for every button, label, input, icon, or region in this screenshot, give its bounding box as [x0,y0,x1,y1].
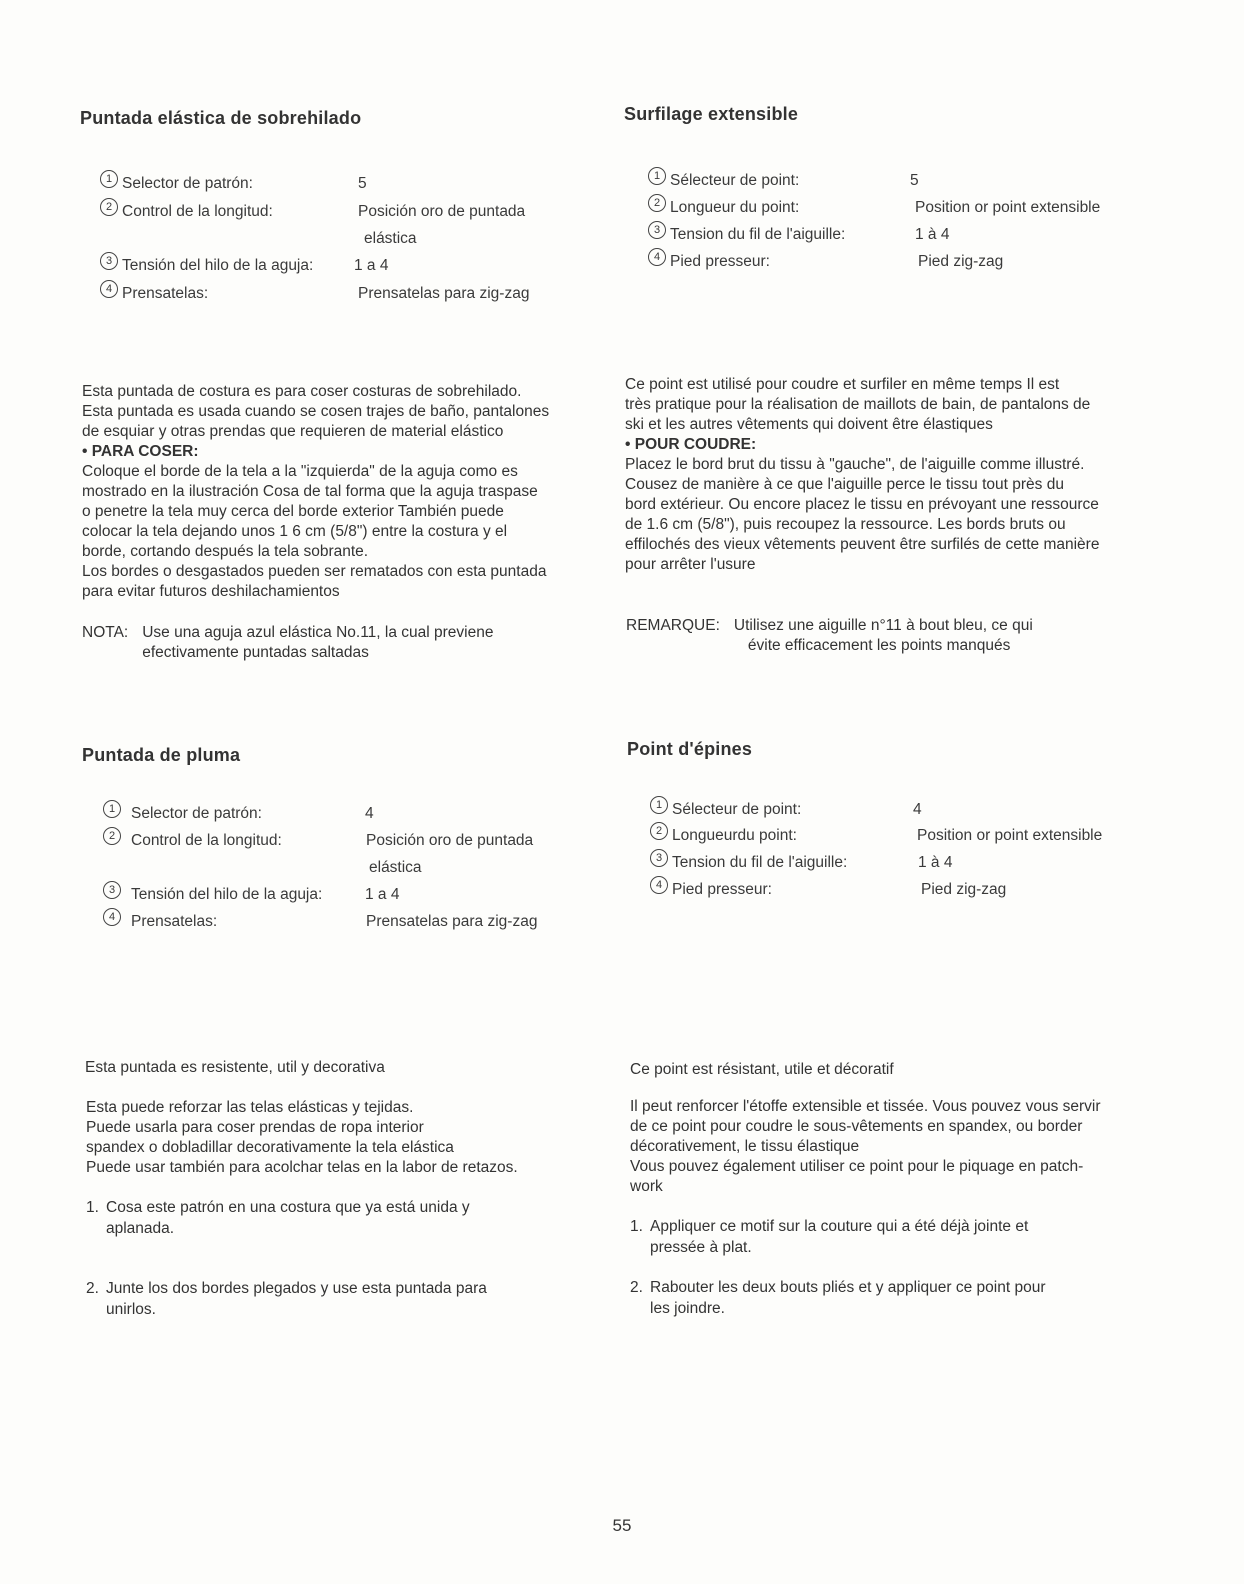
setting-value: 5 [358,175,367,192]
setting-label: Selector de patrón: [122,175,253,192]
es-section1-body [82,382,607,602]
step-number: 2. [86,1280,99,1297]
note-line: efectivamente puntadas saltadas [142,644,369,661]
setting-label: Pied presseur: [672,881,772,898]
setting-value: 4 [913,801,922,818]
body-line: Puede usarla para coser prendas de ropa interior [86,1119,424,1136]
body-line: Coloque el borde de la tela a la "izquierda" de la aguja como es [82,463,518,480]
setting-row [100,198,273,225]
setting-row [100,280,208,307]
setting-label: Pied presseur: [670,253,770,270]
step-line: Cosa este patrón en una costura que ya está unida y [106,1199,470,1216]
note-line: évite efficacement les points manqués [747,637,1011,654]
body-line: pour arrêter l'usure [625,556,756,573]
circled-number: 2 [100,198,118,216]
body-line: de esquiar y otras prendas que requieren de material elástico [82,423,504,440]
setting-value: 5 [910,172,919,189]
circled-number: 1 [650,796,668,814]
body-line: Esta puntada de costura es para coser costuras de sobrehilado. [82,383,522,400]
note-label: REMARQUE: [626,617,720,634]
body-line: très pratique pour la réalisation de maillots de bain, de pantalons de [625,396,1091,413]
setting-value: Position or point extensible [915,199,1101,216]
circled-number: 1 [100,170,118,188]
setting-label: Longueur du point: [670,199,800,216]
step-line: Rabouter les deux bouts pliés et y appliquer ce point pour [650,1279,1046,1296]
setting-value-continued: elástica [369,859,422,876]
circled-number: 1 [648,167,666,185]
subheading: • POUR COUDRE: [625,436,757,453]
setting-value: Position or point extensible [917,827,1103,844]
subheading: • PARA COSER: [82,443,199,460]
body-line: de ce point pour coudre le sous-vêtements en spandex, ou border [630,1118,1083,1135]
body-line: ski et les autres vêtements qui doivent être élastiques [625,416,993,433]
setting-label: Prensatelas: [131,913,218,930]
setting-value: 4 [365,805,374,822]
body-line: para evitar futuros deshilachamientos [82,583,340,600]
setting-value: 1 a 4 [354,257,389,274]
circled-number: 3 [103,881,121,899]
body-line: spandex o dobladillar decorativamente la tela elástica [86,1139,454,1156]
step-number: 1. [630,1218,643,1235]
page-number: 55 [612,1516,632,1535]
setting-label: Tension du fil de l'aiguille: [670,226,846,243]
body-line: mostrado en la ilustración Cosa de tal forma que la aguja traspase [82,483,538,500]
circled-number: 3 [650,849,668,867]
body-line: Puede usar también para acolchar telas en la labor de retazos. [86,1159,518,1176]
body-line: bord extérieur. Ou encore placez le tissu en prévoyant une ressource [625,496,1099,513]
setting-row [648,194,799,221]
fr-section2-settings [650,796,1210,916]
circled-number: 2 [650,822,668,840]
circled-number: 2 [648,194,666,212]
setting-label: Control de la longitud: [122,203,273,220]
note-line: Utilisez une aiguille n°11 à bout bleu, ce qui [733,617,1033,634]
intro-line: Esta puntada es resistente, util y decorativa [85,1059,385,1076]
body-line: Cousez de manière à ce que l'aiguille perce le tissu tout près du [625,476,1064,493]
fr-section1-settings [648,167,1208,287]
step-line: les joindre. [650,1300,725,1317]
setting-row [100,170,253,197]
step-number: 1. [86,1199,99,1216]
es-step-1 [86,1197,606,1239]
fr-section1-body [625,375,1170,575]
es-section2-intro [85,1058,605,1078]
setting-row [100,252,313,279]
body-line: effilochés des vieux vêtements peuvent être surfilés de cette manière [625,536,1100,553]
body-line: work [630,1178,663,1195]
setting-value: Pied zig-zag [918,253,1004,270]
body-line: Placez le bord brut du tissu à "gauche", de l'aiguille comme illustré. [625,456,1085,473]
circled-number: 4 [103,908,121,926]
setting-value-continued: elástica [364,230,417,247]
setting-value: Pied zig-zag [921,881,1007,898]
step-line: pressée à plat. [650,1239,752,1256]
es-section1-settings [100,170,600,310]
setting-row [648,167,799,194]
setting-row [648,221,845,248]
fr-step-2 [630,1277,1175,1319]
step-line: Junte los dos bordes plegados y use esta puntada para [106,1280,487,1297]
setting-label: Longueurdu point: [672,827,797,844]
fr-section2-intro [630,1060,1170,1080]
body-line: borde, cortando después la tela sobrante. [82,543,369,560]
body-line: Vous pouvez également utiliser ce point pour le piquage en patch- [630,1158,1084,1175]
setting-value: 1 a 4 [365,886,400,903]
setting-row [103,800,262,827]
body-line: Ce point est utilisé pour coudre et surfiler en même temps Il est [625,376,1060,393]
body-line: Il peut renforcer l'étoffe extensible et tissée. Vous pouvez vous servir [630,1098,1101,1115]
setting-row [103,908,217,935]
circled-number: 4 [648,248,666,266]
setting-label: Tensión del hilo de la aguja: [131,886,323,903]
body-line: Esta puede reforzar las telas elásticas y tejidas. [86,1099,414,1116]
body-line: décorativement, le tissu élastique [630,1138,860,1155]
setting-label: Sélecteur de point: [672,801,802,818]
body-line: o penetre la tela muy cerca del borde exterior También puede [82,503,504,520]
setting-label: Sélecteur de point: [670,172,800,189]
step-line: unirlos. [106,1301,156,1318]
setting-label: Tension du fil de l'aiguille: [672,854,848,871]
step-line: aplanada. [106,1220,175,1237]
setting-row [650,796,801,823]
setting-row [103,827,282,854]
fr-step-1 [630,1216,1175,1258]
step-line: Appliquer ce motif sur la couture qui a été déjà jointe et [650,1218,1029,1235]
es-section2-settings [103,800,603,940]
setting-label: Control de la longitud: [131,832,282,849]
body-line: colocar la tela dejando unos 1 6 cm (5/8") entre la costura y el [82,523,508,540]
body-line: de 1.6 cm (5/8"), puis recoupez la ressource. Les bords bruts ou [625,516,1066,533]
body-line: Los bordes o desgastados pueden ser rematados con esta puntada [82,563,547,580]
setting-label: Prensatelas: [122,285,209,302]
fr-section1-title: Surfilage extensible [624,104,799,124]
body-line: Esta puntada es usada cuando se cosen trajes de baño, pantalones [82,403,550,420]
circled-number: 3 [100,252,118,270]
fr-section2-title: Point d'épines [627,739,753,759]
setting-value: Prensatelas para zig-zag [358,285,530,302]
circled-number: 3 [648,221,666,239]
setting-value: 1 à 4 [915,226,950,243]
setting-row [648,248,770,275]
setting-row [650,849,847,876]
setting-value: Posición oro de puntada [358,203,526,220]
fr-note [626,616,1186,656]
setting-value: 1 à 4 [918,854,953,871]
es-section2-title: Puntada de pluma [82,745,241,765]
step-number: 2. [630,1279,643,1296]
setting-value: Posición oro de puntada [366,832,534,849]
setting-value: Prensatelas para zig-zag [366,913,538,930]
intro-line: Ce point est résistant, utile et décoratif [630,1061,894,1078]
setting-label: Tensión del hilo de la aguja: [122,257,314,274]
setting-row [650,876,772,903]
fr-section2-body [630,1097,1175,1197]
setting-row [103,881,322,908]
es-note [82,623,607,663]
circled-number: 2 [103,827,121,845]
setting-row [650,822,797,849]
setting-label: Selector de patrón: [131,805,262,822]
es-section1-title: Puntada elástica de sobrehilado [80,108,362,128]
es-section2-body [86,1098,606,1178]
es-step-2 [86,1278,606,1320]
note-line: Use una aguja azul elástica No.11, la cual previene [142,624,494,641]
circled-number: 4 [650,876,668,894]
circled-number: 1 [103,800,121,818]
note-label: NOTA: [82,624,129,641]
circled-number: 4 [100,280,118,298]
